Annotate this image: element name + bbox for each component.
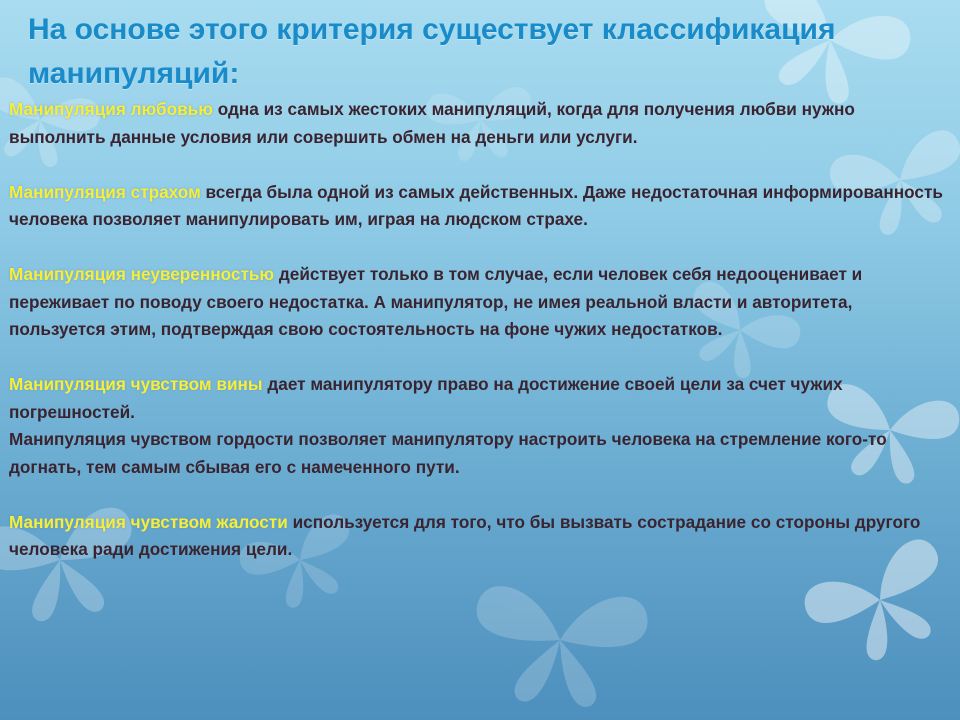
paragraph-text: дает манипулятору право на достижение своей цели за счет чужих погрешностей.	[9, 374, 843, 422]
paragraph-text: всегда была одной из самых действенных. Даже недостаточная информированность человека позволяет манипулировать им, играя на людском страхе.	[9, 181, 943, 229]
paragraph-pity	[9, 509, 949, 564]
paragraph-text: действует только в том случае, если человек себя недооценивает и переживает по поводу своего недостатка. А манипулятор, не имея реальной власти и авторитета, пользуется этим, подтверждая свою состоятельность на фоне чужих недостатков.	[9, 264, 863, 339]
highlight-term: Манипуляция неуверенностью	[9, 264, 275, 284]
paragraph-text: одна из самых жестоких манипуляций, когда для получения любви нужно выполнить данные условия или совершить обмен на деньги или услуги.	[9, 99, 855, 147]
paragraph-fear	[9, 179, 949, 234]
paragraph-text: Манипуляция чувством гордости позволяет манипулятору настроить человека на стремление кого-то догнать, тем самым сбывая его с намеченного пути.	[9, 429, 887, 477]
highlight-term: Манипуляция любовью	[9, 99, 213, 119]
highlight-term: Манипуляция чувством жалости	[9, 511, 288, 532]
slide-title: На основе этого критерия существует классификация манипуляций:	[28, 13, 836, 90]
slide-body	[9, 96, 949, 564]
paragraph-guilt	[9, 371, 949, 426]
highlight-term: Манипуляция страхом	[9, 181, 201, 202]
paragraph-pride	[9, 426, 949, 481]
paragraph-love	[9, 96, 949, 151]
paragraph-insecurity	[9, 261, 949, 344]
highlight-term: Манипуляция чувством вины	[9, 374, 263, 394]
paragraph-text: используется для того, что бы вызвать сострадание со стороны другого человека ради достижения цели.	[9, 511, 921, 559]
